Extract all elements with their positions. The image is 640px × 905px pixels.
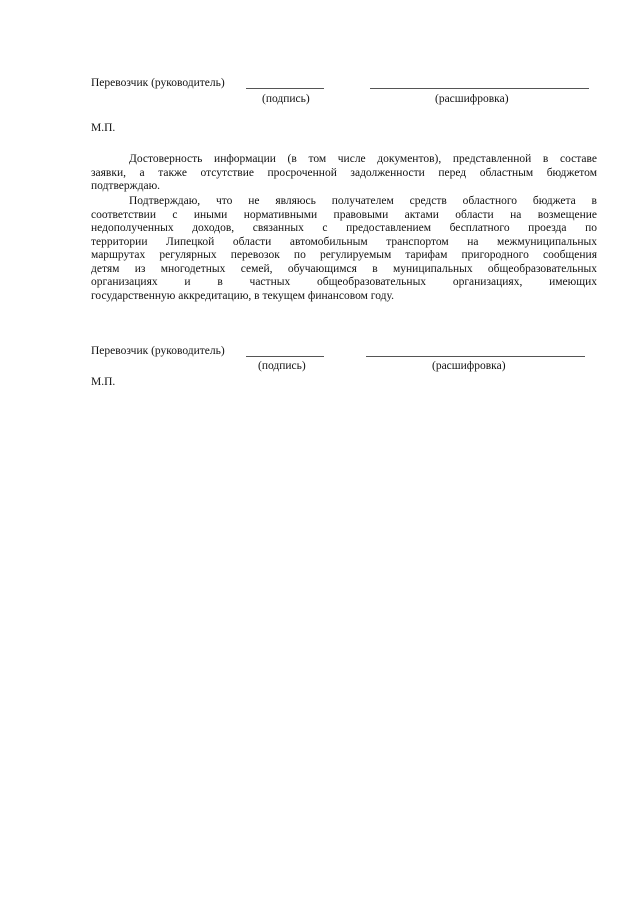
paragraph-line: детям из многодетных семей, обучающимся в муниципальных общеобразовательных: [91, 262, 597, 275]
paragraph-line: маршрутах регулярных перевозок по регулируемым тарифам пригородного сообщения: [91, 249, 597, 261]
paragraph-line: территории Липецкой области автомобильным транспортом на межмуниципальных: [91, 235, 597, 248]
decoding-line: [366, 356, 585, 357]
stamp-mark: М.П.: [91, 376, 116, 388]
signature-caption: (подпись): [258, 360, 306, 372]
paragraph-accuracy-confirmation: [91, 153, 597, 194]
paragraph-line: Подтверждаю, что не являюсь получателем средств областного бюджета в: [129, 195, 597, 207]
paragraph-non-recipient-confirmation: [91, 195, 597, 303]
paragraph-line: государственную аккредитацию, в текущем финансовом году.: [91, 289, 394, 302]
paragraph-line: недополученных доходов, связанных с предоставлением бесплатного проезда по: [91, 222, 597, 234]
paragraph-line: заявки, а также отсутствие просроченной задолженности перед областным бюджетом: [91, 166, 597, 179]
decoding-line: [370, 88, 589, 89]
paragraph-line: соответствии с иными нормативными правовыми актами области на возмещение: [91, 208, 597, 221]
decoding-caption: (расшифровка): [435, 93, 509, 105]
decoding-caption: (расшифровка): [432, 360, 506, 372]
paragraph-line: Достоверность информации (в том числе документов), представленной в составе: [129, 153, 597, 165]
paragraph-line: организациях и в частных общеобразовательных организациях, имеющих: [91, 276, 597, 288]
signature-caption: (подпись): [262, 93, 310, 105]
stamp-mark: М.П.: [91, 122, 116, 134]
carrier-label: Перевозчик (руководитель): [91, 77, 225, 89]
carrier-label: Перевозчик (руководитель): [91, 345, 225, 357]
paragraph-line: подтверждаю.: [91, 180, 161, 192]
signature-line: [246, 356, 324, 357]
signature-line: [246, 88, 324, 89]
